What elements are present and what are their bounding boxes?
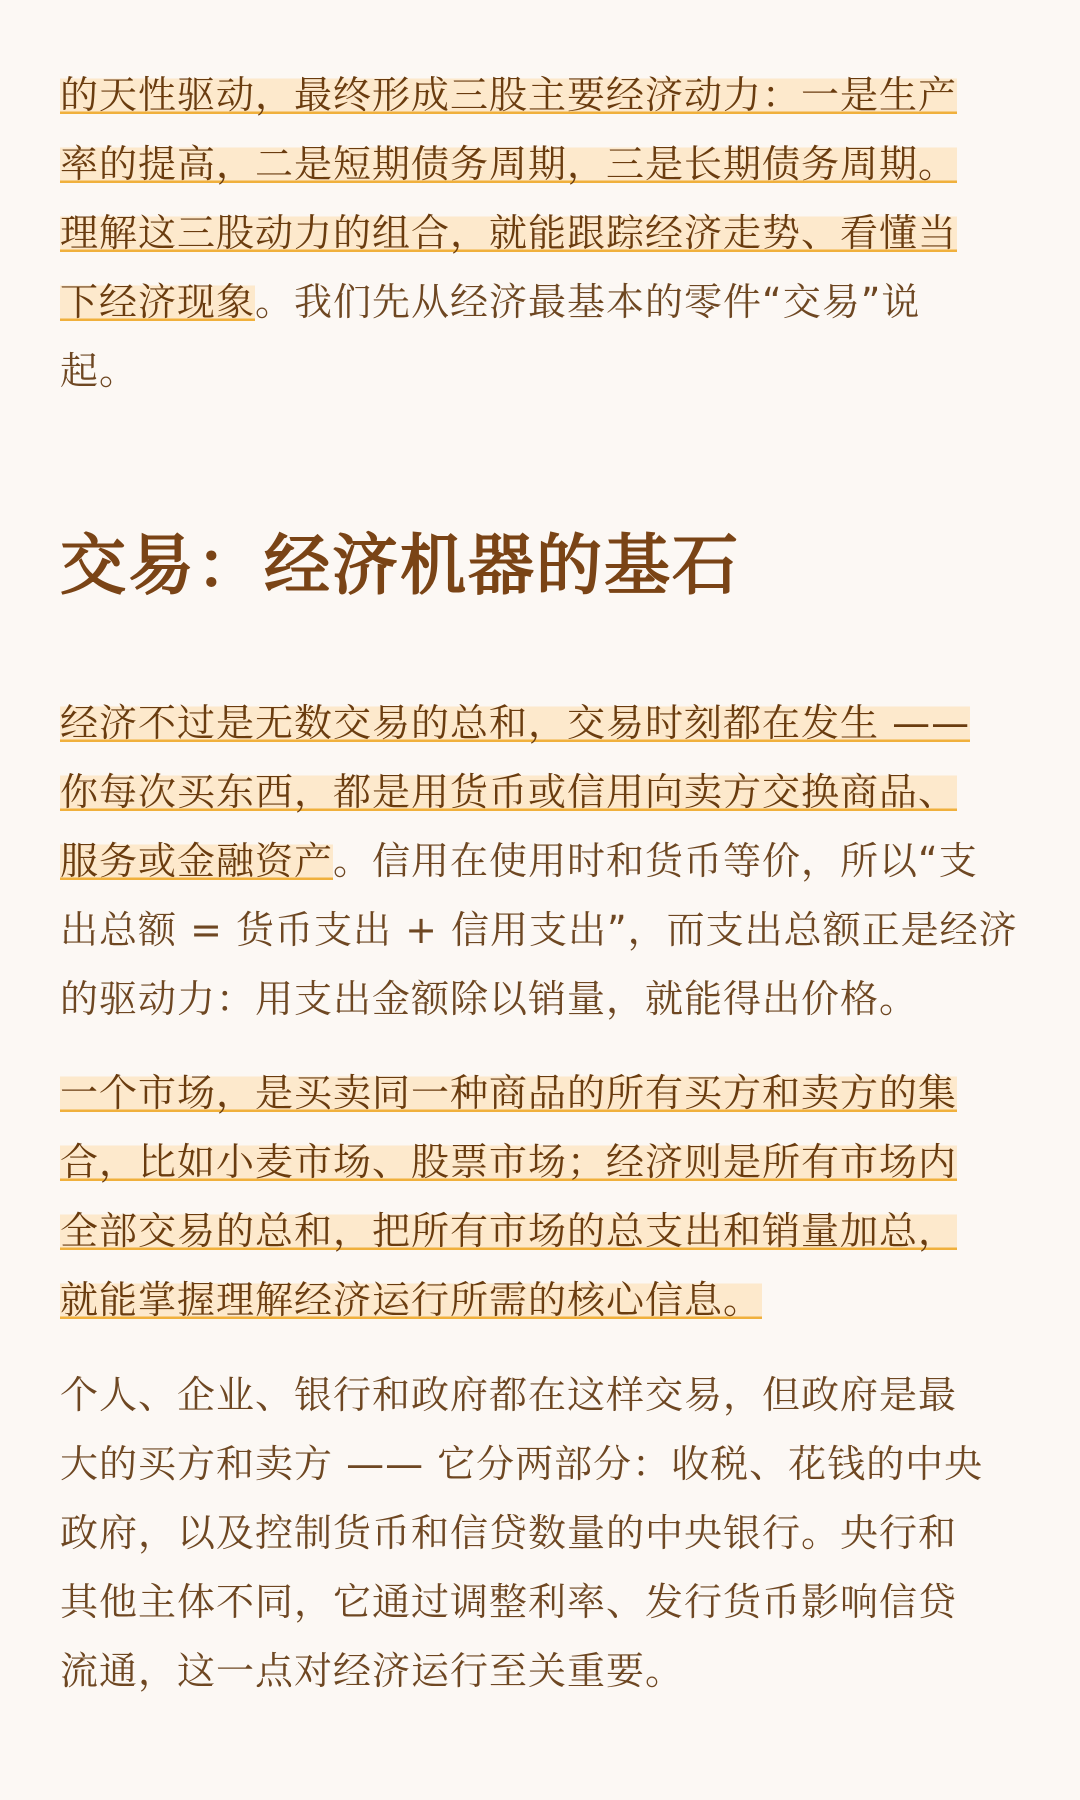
- text-line: [60, 758, 1020, 827]
- text-line: [60, 1499, 1020, 1568]
- highlighted-text: 的天性驱动，最终形成三股主要经济动力：一是生产: [60, 73, 958, 117]
- plain-text: 政府，以及控制货币和信贷数量的中央银行。央行和: [60, 1511, 958, 1555]
- text-line: [60, 1637, 1020, 1706]
- highlighted-text: 你每次买东西，都是用货币或信用向卖方交换商品、: [60, 770, 958, 814]
- highlighted-text: 理解这三股动力的组合，就能跟踪经济走势、看懂当: [60, 211, 958, 255]
- text-line: [60, 965, 1020, 1034]
- paragraph-transactions: [60, 689, 1020, 1034]
- text-line: [60, 1568, 1020, 1637]
- plain-text: 出总额 = 货币支出 + 信用支出”，而支出总额正是经济: [60, 908, 1018, 952]
- highlighted-text: 就能掌握理解经济运行所需的核心信息。: [60, 1278, 763, 1322]
- text-line: [60, 1430, 1020, 1499]
- text-line: [60, 689, 1020, 758]
- plain-text: 其他主体不同，它通过调整利率、发行货币影响信贷: [60, 1580, 958, 1624]
- text-line: [60, 1361, 1020, 1430]
- text-line: [60, 1059, 1020, 1128]
- highlighted-text: 经济不过是无数交易的总和，交易时刻都在发生 ——: [60, 701, 971, 745]
- text-line: [60, 1197, 1020, 1266]
- text-line: [60, 827, 1020, 896]
- highlighted-text: 率的提高，二是短期债务周期，三是长期债务周期。: [60, 142, 958, 186]
- highlighted-text: 一个市场，是买卖同一种商品的所有买方和卖方的集: [60, 1071, 958, 1115]
- highlighted-text: 全部交易的总和，把所有市场的总支出和销量加总，: [60, 1209, 958, 1253]
- text-line: [60, 896, 1020, 965]
- plain-text: 流通，这一点对经济运行至关重要。: [60, 1649, 685, 1693]
- highlighted-text: 服务或金融资产: [60, 839, 334, 883]
- plain-text: 。信用在使用时和货币等价，所以“支: [333, 839, 978, 883]
- paragraph-intro: [60, 61, 1020, 406]
- paragraph-government: [60, 1361, 1020, 1706]
- text-line: [60, 1128, 1020, 1197]
- highlighted-text: 下经济现象: [60, 280, 256, 324]
- plain-text: 大的买方和卖方 —— 它分两部分：收税、花钱的中央: [60, 1442, 984, 1486]
- text-line: [60, 61, 1020, 130]
- text-line: [60, 1266, 1020, 1335]
- plain-text: 个人、企业、银行和政府都在这样交易，但政府是最: [60, 1373, 958, 1417]
- plain-text: 的驱动力：用支出金额除以销量，就能得出价格。: [60, 977, 919, 1021]
- text-line: [60, 199, 1020, 268]
- paragraph-market: [60, 1059, 1020, 1335]
- highlighted-text: 合，比如小麦市场、股票市场；经济则是所有市场内: [60, 1140, 958, 1184]
- plain-text: 起。: [60, 349, 139, 393]
- text-line: [60, 268, 1020, 337]
- text-line: [60, 337, 1020, 406]
- plain-text: 。我们先从经济最基本的零件“交易”说: [255, 280, 921, 324]
- text-line: [60, 130, 1020, 199]
- section-heading: 交易：经济机器的基石: [60, 527, 740, 604]
